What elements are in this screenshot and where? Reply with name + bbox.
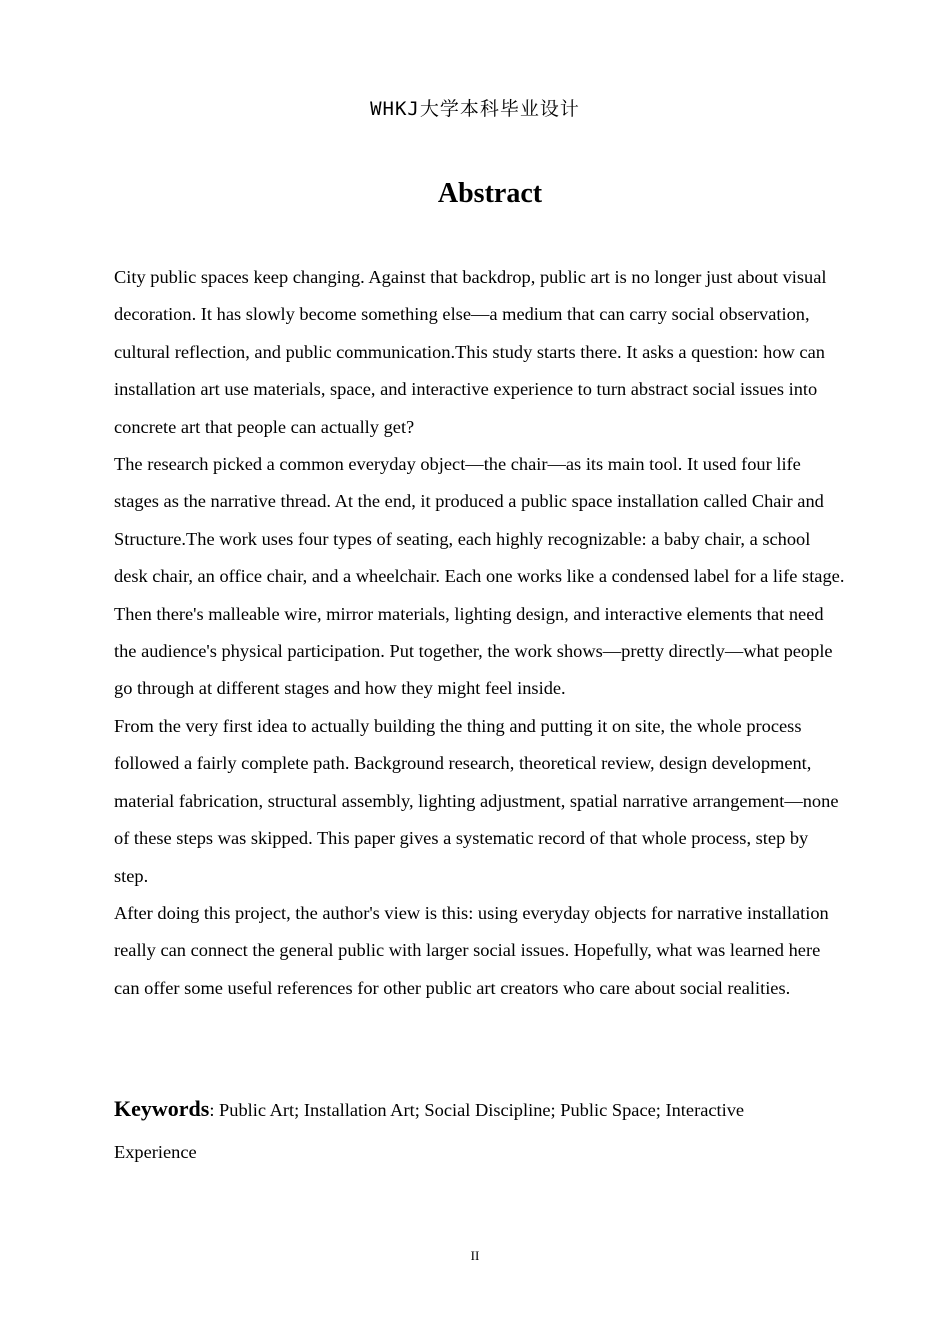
page-title: Abstract xyxy=(437,178,543,209)
abstract-paragraph: After doing this project, the author's view is this: using everyday objects for narrative installation really can connect the general public with larger social issues. Hopefully, what was learned here can offer some useful references for other public art creators who care about social realities. xyxy=(114,902,829,998)
running-header: WHKJ大学本科毕业设计 xyxy=(370,98,580,120)
keywords-text: Public Art; Installation Art; Social Discipline; Public Space; Interactive Experience xyxy=(114,1100,745,1162)
keywords-label: Keywords xyxy=(114,1096,210,1121)
abstract-paragraph: The research picked a common everyday object—the chair—as its main tool. It used four life stages as the narrative thread. At the end, it produced a public space installation called Chair and Structure.The work uses four types of seating, each highly recognizable: a baby chair, a school desk chair, an office chair, and a wheelchair. Each one works like a condensed label for a life stage. Then there's malleable wire, mirror materials, lighting design, and interactive elements that need the audience's physical participation. Put together, the work shows—pretty directly—what people go through at different stages and how they might feel inside. xyxy=(114,454,845,699)
abstract-paragraph: From the very first idea to actually building the thing and putting it on site, the whole process followed a fairly complete path. Background research, theoretical review, design development, material fabrication, structural assembly, lighting adjustment, spatial narrative arrangement—none of these steps was skipped. This paper gives a systematic record of that whole process, step by step. xyxy=(114,715,839,886)
keywords-section xyxy=(114,1088,814,1173)
abstract-body xyxy=(114,259,846,1007)
abstract-paragraph: City public spaces keep changing. Against that backdrop, public art is no longer just about visual decoration. It has slowly become something else—a medium that can carry social observation, cultural reflection, and public communication.This study starts there. It asks a question: how can installation art use materials, space, and interactive experience to turn abstract social issues into concrete art that people can actually get? xyxy=(114,267,827,437)
page-number: II xyxy=(470,1248,480,1263)
keywords-separator: : xyxy=(209,1100,220,1120)
